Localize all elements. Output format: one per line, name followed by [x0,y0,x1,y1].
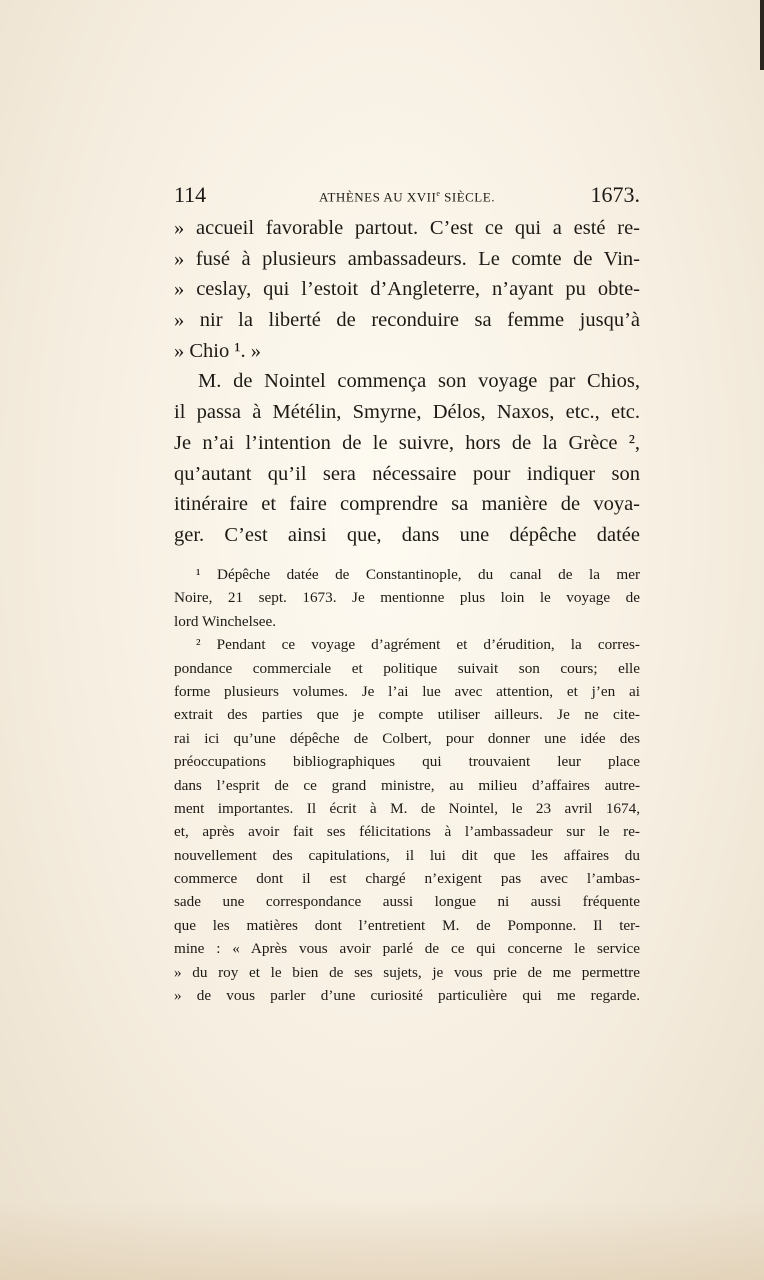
footnote-line: lord Winchelsee. [174,612,277,630]
footnote-line: ² Pendant ce voyage d’agrément et d’érudition, la corres- [196,636,640,654]
footnote-line: et, après avoir fait ses félicitations à l’ambassadeur sur le re- [174,823,640,841]
footnote-line: forme plusieurs volumes. Je l’ai lue avec attention, et j’en ai [174,682,640,700]
footnote-line: préoccupations bibliographiques qui trouvaient leur place [174,753,640,771]
text-line: ger. C’est ainsi que, dans une dépêche datée [174,523,640,546]
footnote-line: dans l’esprit de ce grand ministre, au milieu d’affaires autre- [174,776,640,794]
page-edge-mark [760,0,764,70]
text-line: » accueil favorable partout. C’est ce qui a esté re- [174,217,640,239]
text-line: M. de Nointel commença son voyage par Chios, [198,370,640,393]
text-line: Je n’ai l’intention de le suivre, hors de la Grèce ², [174,431,640,454]
footnote-line: commerce dont il est chargé n’exigent pas avec l’ambas- [174,870,640,888]
footnote-line: » de vous parler d’une curiosité particulière qui me regarde. [174,987,640,1005]
text-line: itinéraire et faire comprendre sa manière de voya- [174,493,640,516]
footnote-line: rai ici qu’une dépêche de Colbert, pour donner une idée des [174,729,640,747]
header-year: 1673. [590,182,640,207]
footnote-line: que les matières dont l’entretient M. de Pomponne. Il ter- [174,916,640,934]
footnote-line: sade une correspondance aussi longue ni aussi fréquente [174,893,640,911]
running-title-superscript: e [436,189,441,198]
footnote-line: extrait des parties que je compte utiliser ailleurs. Je ne cite- [174,706,640,724]
paper-stain [0,1200,764,1280]
page-header [174,182,640,212]
text-line: qu’autant qu’il sera nécessaire pour indiquer son [174,462,640,485]
footnotes [174,563,640,1007]
text-line: » nir la liberté de reconduire sa femme jusqu’à [174,309,640,332]
main-text [174,213,640,551]
footnote-line: » du roy et le bien de ses sujets, je vous prie de me permettre [174,963,640,981]
text-line: il passa à Métélin, Smyrne, Délos, Naxos, etc., etc. [174,401,640,424]
footnote-line: pondance commerciale et politique suivait son cours; elle [174,659,640,677]
running-title-text: ATHÈNES AU XVII [319,189,437,205]
text-line: » Chio ¹. » [174,339,262,362]
footnote-line: mine : « Après vous avoir parlé de ce qui concerne le service [174,940,640,958]
footnote-line: Noire, 21 sept. 1673. Je mentionne plus loin le voyage de [174,589,640,607]
text-line: » ceslay, qui l’estoit d’Angleterre, n’ayant pu obte- [174,278,640,301]
running-title [174,189,640,205]
running-title-end: SIÈCLE. [440,189,495,205]
text-line: » fusé à plusieurs ambassadeurs. Le comte de Vin- [174,247,640,270]
footnote-line: ment importantes. Il écrit à M. de Nointel, le 23 avril 1674, [174,799,640,817]
page-number: 114 [174,182,207,207]
footnote-line: nouvellement des capitulations, il lui dit que les affaires du [174,846,640,864]
footnote-line: ¹ Dépêche datée de Constantinople, du canal de la mer [196,566,640,583]
